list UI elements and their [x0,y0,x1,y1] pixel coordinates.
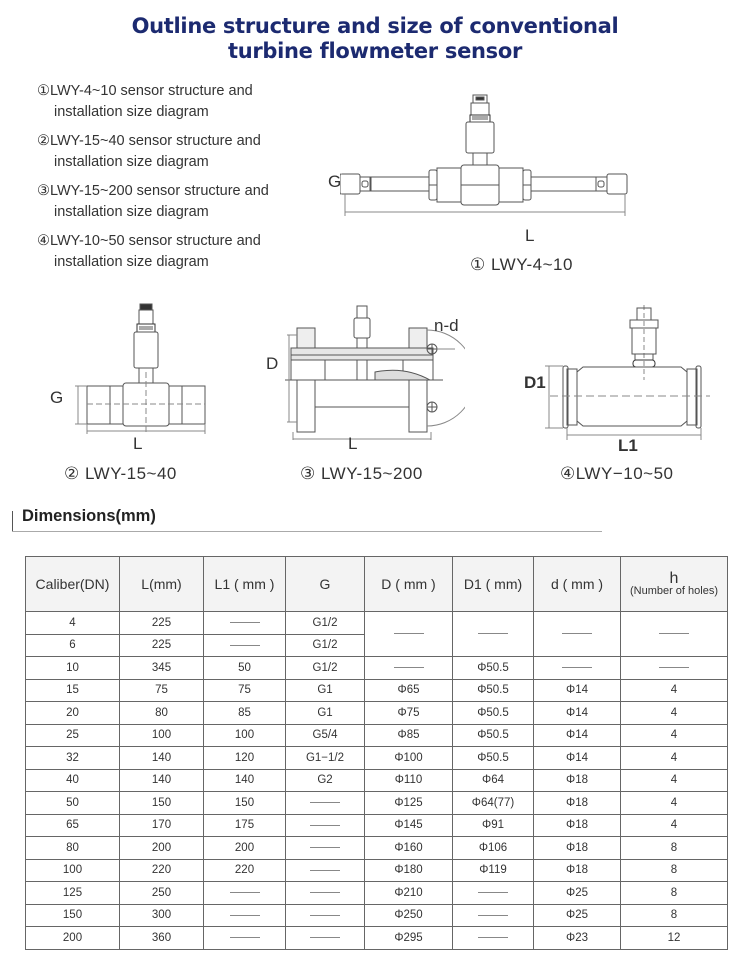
diagram-caption: ④LWY−10~50 [560,464,674,483]
cell-d: Φ100 [365,747,453,770]
cell-h: 8 [621,859,728,882]
cell-d1: Φ106 [453,837,534,860]
cell-l: 300 [120,904,204,927]
table-row [26,747,728,770]
legend-item-subtitle: installation size diagram [54,154,209,170]
cell-l: 140 [120,769,204,792]
cell-d1 [453,904,534,927]
table-row [26,657,728,680]
cell-l1: 100 [204,724,286,747]
legend-item [37,231,307,273]
cell-h: 4 [621,769,728,792]
cell-l1: 140 [204,769,286,792]
cell-l1 [204,634,286,657]
cell-l1: 220 [204,859,286,882]
cell-hole-diameter: Φ18 [534,769,621,792]
cell-l1: 200 [204,837,286,860]
empty-value-dash [310,825,340,826]
column-header-l: L(mm) [120,557,204,612]
legend-item [37,81,307,123]
section-title: Dimensions(mm) [22,507,156,525]
column-header-h-label: h [669,569,679,587]
legend-item-title: ④LWY-10~50 sensor structure and [37,233,261,249]
dimension-label-l: L [133,434,143,453]
legend-item-subtitle: installation size diagram [54,104,209,120]
legend-item-subtitle: installation size diagram [54,254,209,270]
cell-l: 220 [120,859,204,882]
cell-g: G5/4 [286,724,365,747]
cell-l1 [204,612,286,635]
cell-h: 4 [621,679,728,702]
cell-g [286,814,365,837]
dimension-label-d1: D1 [524,373,546,392]
cell-g: G1/2 [286,634,365,657]
diagram-lwy-10-50 [545,300,715,445]
cell-d1: Φ119 [453,859,534,882]
table-row [26,612,728,635]
cell-l: 250 [120,882,204,905]
cell-hole-diameter: Φ18 [534,859,621,882]
dimension-label-l: L [525,226,535,245]
cell-l: 225 [120,612,204,635]
column-header-l1: L1 ( mm ) [204,557,286,612]
cell-d1: Φ50.5 [453,747,534,770]
empty-value-dash [230,645,260,646]
cell-l: 150 [120,792,204,815]
cell-l1 [204,904,286,927]
cell-d1 [453,882,534,905]
cell-d: Φ75 [365,702,453,725]
cell-g: G1/2 [286,657,365,680]
empty-value-dash [230,892,260,893]
legend-item-title: ③LWY-15~200 sensor structure and [37,183,269,199]
cell-hole-diameter: Φ18 [534,814,621,837]
diagram-caption: ③ LWY-15~200 [300,464,423,483]
cell-d1-merged [453,612,534,657]
cell-caliber: 10 [26,657,120,680]
cell-caliber: 25 [26,724,120,747]
dimension-label-n-d: n-d [434,316,459,335]
cell-caliber: 80 [26,837,120,860]
cell-caliber: 100 [26,859,120,882]
table-row [26,859,728,882]
diagram-caption: ② LWY-15~40 [64,464,177,483]
cell-l: 140 [120,747,204,770]
cell-l: 360 [120,927,204,950]
table-row [26,702,728,725]
empty-value-dash [478,633,508,634]
empty-value-dash [310,937,340,938]
cell-hole-diameter: Φ14 [534,679,621,702]
legend-item [37,131,307,173]
legend-item [37,181,307,223]
cell-l: 225 [120,634,204,657]
dimension-label-l: L [348,434,358,453]
empty-value-dash [659,633,689,634]
cell-caliber: 4 [26,612,120,635]
cell-caliber: 125 [26,882,120,905]
empty-value-dash [394,667,424,668]
legend-item-title: ②LWY-15~40 sensor structure and [37,133,261,149]
column-header-d: D ( mm ) [365,557,453,612]
cell-d1: Φ50.5 [453,702,534,725]
diagram-caption: ① LWY-4~10 [470,255,573,274]
dimension-label-d: D [266,354,279,373]
legend-item-title: ①LWY-4~10 sensor structure and [37,83,253,99]
cell-h: 4 [621,792,728,815]
cell-d1: Φ91 [453,814,534,837]
cell-l1: 120 [204,747,286,770]
empty-value-dash [478,915,508,916]
diagram-legend [37,81,307,281]
table-row [26,927,728,950]
empty-value-dash [659,667,689,668]
empty-value-dash [310,847,340,848]
cell-hole-diameter [534,657,621,680]
cell-caliber: 32 [26,747,120,770]
cell-l1: 175 [204,814,286,837]
cell-h: 4 [621,702,728,725]
cell-caliber: 20 [26,702,120,725]
cell-hole-diameter: Φ25 [534,904,621,927]
empty-value-dash [562,633,592,634]
cell-caliber: 65 [26,814,120,837]
table-row [26,814,728,837]
table-row [26,769,728,792]
section-marker [12,511,13,531]
cell-caliber: 6 [26,634,120,657]
cell-hole-diameter: Φ25 [534,882,621,905]
cell-l: 75 [120,679,204,702]
cell-d: Φ65 [365,679,453,702]
cell-h: 12 [621,927,728,950]
table-row [26,837,728,860]
cell-d: Φ160 [365,837,453,860]
empty-value-dash [310,915,340,916]
column-header-h-sub: (Number of holes) [629,584,719,597]
cell-hole-diameter: Φ18 [534,792,621,815]
empty-value-dash [478,937,508,938]
cell-hole-diameter: Φ18 [534,837,621,860]
cell-hole-diameter: Φ14 [534,702,621,725]
table-row [26,724,728,747]
cell-l1: 85 [204,702,286,725]
table-header-row [26,557,728,612]
cell-l1 [204,882,286,905]
cell-g [286,882,365,905]
cell-caliber: 15 [26,679,120,702]
cell-l: 345 [120,657,204,680]
cell-d1: Φ50.5 [453,724,534,747]
cell-l1: 50 [204,657,286,680]
cell-l: 200 [120,837,204,860]
cell-h: 8 [621,837,728,860]
cell-g: G1 [286,679,365,702]
cell-d1: Φ64(77) [453,792,534,815]
page-title [0,14,750,64]
cell-h: 8 [621,904,728,927]
column-header-d1: D1 ( mm) [453,557,534,612]
cell-d-merged [365,612,453,657]
page-title-line-2: turbine flowmeter sensor [227,39,523,63]
cell-g [286,927,365,950]
cell-d: Φ210 [365,882,453,905]
cell-l: 80 [120,702,204,725]
cell-d1: Φ50.5 [453,679,534,702]
cell-d1 [453,927,534,950]
empty-value-dash [230,937,260,938]
empty-value-dash [310,892,340,893]
cell-h [621,657,728,680]
column-header-caliber: Caliber(DN) [26,557,120,612]
cell-g [286,837,365,860]
cell-hole-diameter: Φ23 [534,927,621,950]
cell-caliber: 50 [26,792,120,815]
empty-value-dash [310,870,340,871]
cell-l: 170 [120,814,204,837]
empty-value-dash [478,892,508,893]
cell-g [286,792,365,815]
cell-h: 8 [621,882,728,905]
column-header-hole-diameter: d ( mm ) [534,557,621,612]
legend-item-subtitle: installation size diagram [54,204,209,220]
cell-g: G1/2 [286,612,365,635]
cell-l1: 150 [204,792,286,815]
table-row [26,792,728,815]
cell-d1: Φ50.5 [453,657,534,680]
empty-value-dash [230,622,260,623]
page-title-line-1: Outline structure and size of conventional [131,14,619,38]
cell-hole-diameter-merged [534,612,621,657]
cell-g: G1−1/2 [286,747,365,770]
diagram-lwy-15-40 [70,300,210,440]
cell-h: 4 [621,724,728,747]
cell-caliber: 200 [26,927,120,950]
cell-d: Φ295 [365,927,453,950]
cell-caliber: 150 [26,904,120,927]
section-header [12,505,602,532]
empty-value-dash [394,633,424,634]
cell-d: Φ250 [365,904,453,927]
dimension-label-g: G [50,388,64,407]
cell-d: Φ125 [365,792,453,815]
cell-g: G2 [286,769,365,792]
cell-l1 [204,927,286,950]
dimension-label-g: G [328,172,342,191]
dimensions-table [25,556,728,950]
table-row [26,904,728,927]
cell-hole-diameter: Φ14 [534,724,621,747]
cell-d: Φ85 [365,724,453,747]
cell-h: 4 [621,814,728,837]
column-header-g: G [286,557,365,612]
cell-d: Φ145 [365,814,453,837]
table-body [26,612,728,950]
cell-d: Φ180 [365,859,453,882]
empty-value-dash [230,915,260,916]
cell-caliber: 40 [26,769,120,792]
cell-h: 4 [621,747,728,770]
cell-g [286,904,365,927]
cell-d: Φ110 [365,769,453,792]
table-row [26,679,728,702]
cell-g: G1 [286,702,365,725]
cell-h-merged [621,612,728,657]
empty-value-dash [310,802,340,803]
dimension-label-l1: L1 [618,436,638,455]
cell-g [286,859,365,882]
cell-d1: Φ64 [453,769,534,792]
diagram-lwy-4-10 [340,88,745,248]
cell-l: 100 [120,724,204,747]
table-row [26,882,728,905]
empty-value-dash [562,667,592,668]
cell-hole-diameter: Φ14 [534,747,621,770]
cell-d [365,657,453,680]
cell-l1: 75 [204,679,286,702]
column-header-h [621,557,728,612]
